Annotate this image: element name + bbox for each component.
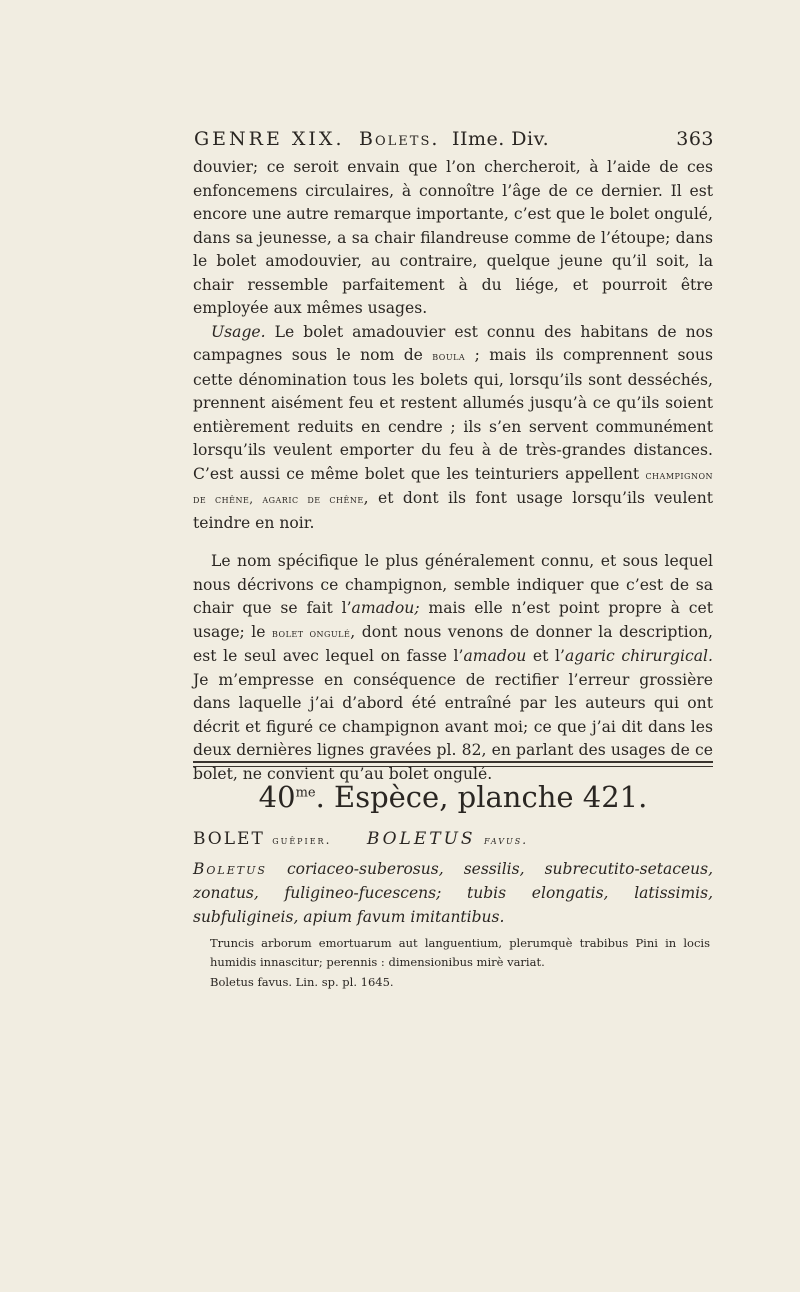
paragraph-1: douvier; ce seroit envain que l’on chercheroit, à l’aide de ces enfoncemens circulaires, à connoître l’âge de ce dernier. Il est encore une autre remarque importante, c’est que le bolet ongulé, dans sa jeunesse, a sa chair filandreuse comme de l’étoupe; dans le bolet amodouvier, au contraire, quelque jeune qu’il soit, la chair ressemble parfaitement à du liége, et pourroit être employée aux mêmes usages. [193,158,713,317]
usage-label: Usage. [211,322,266,341]
species-heading [193,780,713,814]
common-bolet: BOLET [193,829,265,849]
agaric-term: agaric chirurgical. [564,647,713,665]
common-guepier: guêpier. [272,833,332,847]
ongule-term: bolet ongulé [272,625,351,640]
p3-text-b: mais elle n’est point propre à cet usage; le [193,599,713,641]
latin-name [367,829,528,849]
amadou-term: amadou; [351,599,420,617]
latin-diagnosis [193,857,713,929]
boula-term: boula [432,349,466,363]
section-rule-thin [193,766,713,767]
champignon-term: champignon de chêne, agaric de chêne [193,467,713,506]
latin-genus: BOLETUS [366,829,476,849]
usage-text-c: , et dont ils font usage lorsqu’ils veulent teindre en noir. [193,489,713,532]
species-plate: . Espèce, planche 421. [315,780,648,814]
p3-text-e: Je m’empresse en conséquence de rectifier l’erreur grossière dans laquelle j’ai d’abord été entraîné par les auteurs qui ont décrit et figuré ce champignon avant moi; ce que j’ai dit dans les deux dernières lignes gravées pl. 82, en parlant des usages de ce bolet, ne convient qu’au bolet ongulé. [193,670,713,783]
header-bolets: Bolets. [359,128,440,150]
running-header [194,128,714,150]
page-number: 363 [676,128,714,150]
paragraph-3 [193,550,713,786]
habitat-note: Truncis arborum emortuarum aut languentium, plerumquè trabibus Pini in locis humidis innascitur; perennis : dimensionibus mirè variat. [210,936,710,969]
usage-text-b: ; mais ils comprennent sous cette dénomination tous les bolets qui, lorsqu’ils sont desséchés, prennent aisément feu et restent allumés jusqu’à ce qu’ils soient entièrement reduits en cendre ; ils s’en servent communément lorsqu’ils veulent emporter du feu à de très-grandes distances. C’est aussi ce même bolet que les teinturiers appellent [193,346,713,483]
amadou-term-2: amadou [463,647,527,665]
p3-text-a: Le nom spécifique le plus généralement connu, et sous lequel nous décrivons ce champignon, semble indiquer que c’est de sa chair que se fait l’ [193,552,713,617]
latin-species: favus. [483,833,529,847]
species-number: 40 [258,780,296,814]
common-name-line [193,829,713,849]
header-genre: GENRE XIX. [194,128,345,150]
body-text [193,156,713,786]
usage-text-a: Le bolet amadouvier est connu des habitans de nos campagnes sous le nom de [193,322,713,364]
diagnosis-text: coriaceo-suberosus, sessilis, subrecutito-setaceus, zonatus, fuligineo-fucescens; tubis elongatis, latissimis, subfuligineis, apium favum imitantibus. [193,860,713,926]
p3-text-c: , dont nous venons de donner la description, est le seul avec lequel on fasse l’ [193,622,714,665]
section-rule-thick [193,761,713,763]
diagnosis-genus: Boletus [193,860,267,878]
species-ordinal: me [295,785,316,801]
p3-text-d: et l’ [526,647,565,665]
header-division: IIme. Div. [451,128,550,150]
synonym-reference: Boletus favus. Lin. sp. pl. 1645. [210,975,394,989]
paragraph-usage [193,321,713,536]
